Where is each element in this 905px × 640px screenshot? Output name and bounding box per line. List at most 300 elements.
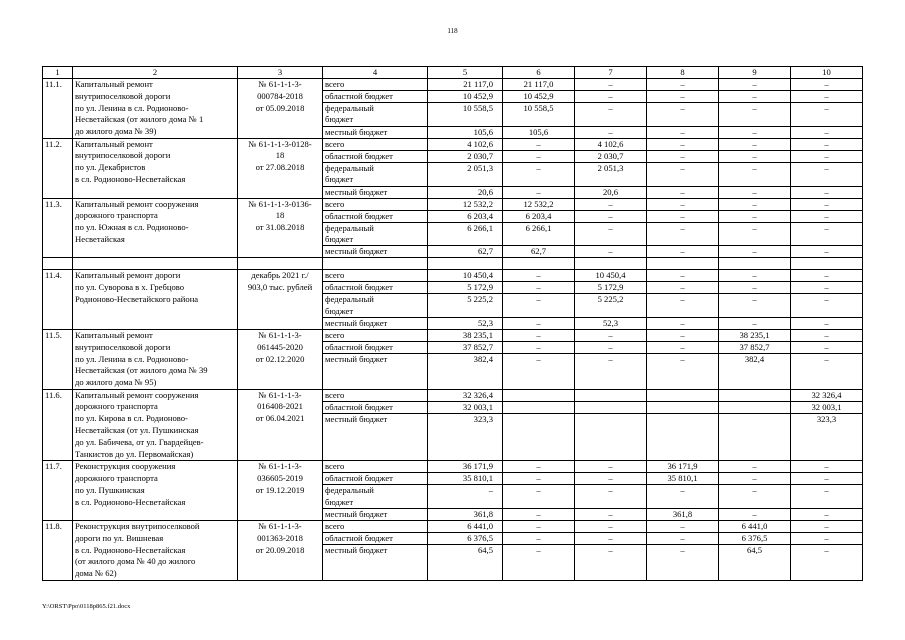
table-cell-col7: – — [575, 521, 647, 533]
table-cell-col1 — [43, 318, 73, 330]
table-cell-col7 — [575, 425, 647, 437]
table-cell-col6 — [503, 174, 575, 186]
table-cell-col2: внутрипоселковой дороги — [73, 150, 238, 162]
table-cell-col5 — [428, 449, 503, 461]
table-cell-col6: 6 203,4 — [503, 210, 575, 222]
table-cell-col10 — [791, 425, 863, 437]
table-cell-col1 — [43, 246, 73, 258]
table-cell-col8: – — [647, 521, 719, 533]
table-row — [43, 568, 863, 580]
table-cell-col6: – — [503, 509, 575, 521]
table-cell-col1 — [43, 234, 73, 246]
table-cell-col4: федеральный — [323, 103, 428, 115]
table-cell-col2 — [73, 186, 238, 198]
table-cell-col4: бюджет — [323, 114, 428, 126]
table-row — [43, 150, 863, 162]
table-cell-col8 — [647, 174, 719, 186]
table-cell-col8: – — [647, 485, 719, 497]
table-cell-col5 — [428, 568, 503, 580]
table-cell-col5 — [428, 425, 503, 437]
table-cell-col5: 35 810,1 — [428, 473, 503, 485]
table-cell-col7: – — [575, 342, 647, 354]
table-cell-col1 — [43, 91, 73, 103]
table-cell-col7: – — [575, 222, 647, 234]
table-cell-col4: областной бюджет — [323, 533, 428, 545]
table-cell-col9: – — [719, 150, 791, 162]
table-cell-col2: Капитальный ремонт — [73, 138, 238, 150]
table-row — [43, 533, 863, 545]
table-cell-col6 — [503, 377, 575, 389]
table-cell-col8: 36 171,9 — [647, 461, 719, 473]
table-cell-col7: – — [575, 473, 647, 485]
table-cell-col4: федеральный — [323, 162, 428, 174]
table-cell-col3 — [238, 509, 323, 521]
table-cell-col4: местный бюджет — [323, 186, 428, 198]
table-cell-col8: – — [647, 198, 719, 210]
table-cell-col2: до жилого дома № 95) — [73, 377, 238, 389]
header-cell: 5 — [428, 67, 503, 79]
table-cell-col7: 2 030,7 — [575, 150, 647, 162]
table-cell-col8: – — [647, 138, 719, 150]
table-cell-col4: всего — [323, 330, 428, 342]
table-row — [43, 162, 863, 174]
table-cell-col1 — [43, 354, 73, 366]
table-row — [43, 365, 863, 377]
table-cell-col9: – — [719, 461, 791, 473]
table-cell-col1: 11.8. — [43, 521, 73, 533]
table-cell-col5 — [428, 497, 503, 509]
table-cell-col9 — [719, 114, 791, 126]
table-cell-col7: – — [575, 545, 647, 557]
table-cell-col9 — [719, 377, 791, 389]
table-cell-col9: – — [719, 485, 791, 497]
header-cell: 4 — [323, 67, 428, 79]
table-cell-col8 — [647, 556, 719, 568]
table-cell-col1 — [43, 556, 73, 568]
table-cell-col2: дорожного транспорта — [73, 473, 238, 485]
table-cell-col2: по ул. Ленина в сл. Родионово- — [73, 354, 238, 366]
table-cell-col6 — [503, 114, 575, 126]
table-cell-col6 — [503, 497, 575, 509]
table-cell-col8: – — [647, 294, 719, 306]
table-cell-col6 — [503, 413, 575, 425]
table-cell-col5 — [428, 377, 503, 389]
table-cell-col8: – — [647, 103, 719, 115]
table-cell-col2 — [73, 246, 238, 258]
table-cell-col1 — [43, 174, 73, 186]
table-cell-col2: в сл. Родионово-Несветайская — [73, 174, 238, 186]
table-cell-col2: в сл. Родионово-Несветайская — [73, 497, 238, 509]
table-cell-col2: по ул. Южная в сл. Родионово- — [73, 222, 238, 234]
table-row — [43, 79, 863, 91]
table-cell-col6 — [503, 306, 575, 318]
table-cell-col3: от 02.12.2020 — [238, 354, 323, 366]
table-cell-col2: в сл. Родионово-Несветайская — [73, 545, 238, 557]
table-cell-col9 — [719, 401, 791, 413]
table-cell-col3 — [238, 186, 323, 198]
table-cell-col2: внутрипоселковой дороги — [73, 91, 238, 103]
table-cell-col3: от 27.08.2018 — [238, 162, 323, 174]
table-cell-col1: 11.1. — [43, 79, 73, 91]
table-cell-col8 — [647, 389, 719, 401]
table-cell-col8: – — [647, 270, 719, 282]
table-cell-col10: – — [791, 162, 863, 174]
table-cell-col1 — [43, 114, 73, 126]
table-cell-col1: 11.2. — [43, 138, 73, 150]
table-cell-col10: – — [791, 354, 863, 366]
table-cell-col9 — [719, 234, 791, 246]
table-row — [43, 198, 863, 210]
table-cell-col5: 105,6 — [428, 126, 503, 138]
table-cell-col4 — [323, 365, 428, 377]
table-cell-col2 — [73, 318, 238, 330]
table-cell-col1 — [43, 342, 73, 354]
table-cell-col9: – — [719, 103, 791, 115]
table-cell-col4 — [323, 449, 428, 461]
header-cell: 9 — [719, 67, 791, 79]
table-cell-col8: – — [647, 222, 719, 234]
table-cell-col2: Реконструкция сооружения — [73, 461, 238, 473]
table-cell-col8 — [647, 449, 719, 461]
table-cell-col4: областной бюджет — [323, 473, 428, 485]
table-cell-col6: – — [503, 354, 575, 366]
table-cell-col3 — [238, 246, 323, 258]
table-cell-col2: Капитальный ремонт — [73, 79, 238, 91]
table-cell-col2: по ул. Пушкинская — [73, 485, 238, 497]
table-cell-col6 — [503, 449, 575, 461]
table-cell-col4: всего — [323, 198, 428, 210]
table-cell-col10 — [791, 258, 863, 270]
table-cell-col10: – — [791, 330, 863, 342]
table-cell-col10: – — [791, 461, 863, 473]
table-row — [43, 389, 863, 401]
table-cell-col4: местный бюджет — [323, 509, 428, 521]
table-cell-col10 — [791, 437, 863, 449]
table-cell-col7 — [575, 413, 647, 425]
table-cell-col5: 10 452,9 — [428, 91, 503, 103]
table-cell-col10: – — [791, 485, 863, 497]
table-cell-col5: 64,5 — [428, 545, 503, 557]
table-cell-col4: местный бюджет — [323, 413, 428, 425]
table-cell-col7: 10 450,4 — [575, 270, 647, 282]
table-cell-col9: 38 235,1 — [719, 330, 791, 342]
table-cell-col8: – — [647, 342, 719, 354]
table-cell-col10: 32 003,1 — [791, 401, 863, 413]
table-cell-col6: – — [503, 521, 575, 533]
table-cell-col7: – — [575, 354, 647, 366]
table-cell-col7 — [575, 365, 647, 377]
table-cell-col2: Несветайская (от жилого дома № 1 — [73, 114, 238, 126]
table-row — [43, 473, 863, 485]
header-row — [43, 67, 863, 79]
table-row — [43, 330, 863, 342]
table-cell-col9 — [719, 306, 791, 318]
table-cell-col10: – — [791, 270, 863, 282]
table-cell-col8 — [647, 425, 719, 437]
table-cell-col3 — [238, 425, 323, 437]
table-cell-col6 — [503, 401, 575, 413]
table-cell-col1 — [43, 365, 73, 377]
table-cell-col8 — [647, 234, 719, 246]
table-cell-col8: – — [647, 126, 719, 138]
table-row — [43, 497, 863, 509]
table-cell-col6 — [503, 365, 575, 377]
table-cell-col1: 11.7. — [43, 461, 73, 473]
table-cell-col9: 37 852,7 — [719, 342, 791, 354]
table-cell-col9: – — [719, 246, 791, 258]
table-cell-col5: 37 852,7 — [428, 342, 503, 354]
table-cell-col9: – — [719, 473, 791, 485]
table-cell-col3: декабрь 2021 г./ — [238, 270, 323, 282]
table-cell-col2: по ул. Ленина в сл. Родионово- — [73, 103, 238, 115]
table-cell-col6 — [503, 234, 575, 246]
table-cell-col7: 4 102,6 — [575, 138, 647, 150]
table-cell-col10 — [791, 497, 863, 509]
table-cell-col5: 5 225,2 — [428, 294, 503, 306]
table-row — [43, 91, 863, 103]
table-cell-col1 — [43, 485, 73, 497]
table-cell-col9 — [719, 556, 791, 568]
table-cell-col8: – — [647, 162, 719, 174]
table-cell-col6: – — [503, 545, 575, 557]
table-row — [43, 342, 863, 354]
table-cell-col10: – — [791, 79, 863, 91]
table-cell-col3: 061445-2020 — [238, 342, 323, 354]
table-cell-col3: 000784-2018 — [238, 91, 323, 103]
table-cell-col1 — [43, 497, 73, 509]
table-cell-col1 — [43, 150, 73, 162]
table-row — [43, 556, 863, 568]
table-cell-col7 — [575, 497, 647, 509]
table-cell-col4: федеральный — [323, 485, 428, 497]
table-row — [43, 545, 863, 557]
table-cell-col5: 2 051,3 — [428, 162, 503, 174]
table-cell-col4 — [323, 425, 428, 437]
table-cell-col8 — [647, 568, 719, 580]
table-cell-col3 — [238, 234, 323, 246]
table-cell-col4 — [323, 437, 428, 449]
table-cell-col4: бюджет — [323, 306, 428, 318]
table-cell-col5: 5 172,9 — [428, 282, 503, 294]
table-cell-col3 — [238, 437, 323, 449]
table-cell-col4: областной бюджет — [323, 342, 428, 354]
table-cell-col3 — [238, 568, 323, 580]
table-cell-col4 — [323, 568, 428, 580]
table-cell-col1 — [43, 437, 73, 449]
table-cell-col10: – — [791, 246, 863, 258]
table-cell-col7: – — [575, 330, 647, 342]
table-cell-col1 — [43, 210, 73, 222]
table-cell-col2: Капитальный ремонт — [73, 330, 238, 342]
table-cell-col9: 6 441,0 — [719, 521, 791, 533]
table-cell-col2: Танкистов до ул. Первомайская) — [73, 449, 238, 461]
table-cell-col5: 32 003,1 — [428, 401, 503, 413]
table-cell-col9: – — [719, 509, 791, 521]
table-row — [43, 425, 863, 437]
table-cell-col7: – — [575, 533, 647, 545]
table-cell-col9 — [719, 497, 791, 509]
table-body — [43, 79, 863, 581]
table-cell-col9: 6 376,5 — [719, 533, 791, 545]
table-cell-col7 — [575, 114, 647, 126]
table-cell-col5: 12 532,2 — [428, 198, 503, 210]
table-cell-col3 — [238, 377, 323, 389]
table-cell-col5: 52,3 — [428, 318, 503, 330]
table-cell-col9: – — [719, 186, 791, 198]
table-cell-col1 — [43, 186, 73, 198]
table-cell-col8: – — [647, 545, 719, 557]
table-cell-col1: 11.6. — [43, 389, 73, 401]
table-cell-col9: – — [719, 210, 791, 222]
table-cell-col9 — [719, 425, 791, 437]
table-cell-col2: по ул. Кирова в сл. Родионово- — [73, 413, 238, 425]
table-cell-col7: – — [575, 246, 647, 258]
table-cell-col5: 21 117,0 — [428, 79, 503, 91]
table-row — [43, 354, 863, 366]
table-cell-col2: по ул. Суворова в х. Гребцово — [73, 282, 238, 294]
table-cell-col2: дома № 62) — [73, 568, 238, 580]
table-cell-col10: – — [791, 521, 863, 533]
table-cell-col6: – — [503, 318, 575, 330]
table-cell-col1 — [43, 533, 73, 545]
table-cell-col9: – — [719, 91, 791, 103]
table-cell-col5: 10 450,4 — [428, 270, 503, 282]
table-cell-col2: Капитальный ремонт дороги — [73, 270, 238, 282]
table-cell-col3: № 61-1-1-3-0136- — [238, 198, 323, 210]
table-cell-col8 — [647, 437, 719, 449]
table-cell-col2 — [73, 258, 238, 270]
table-cell-col10: – — [791, 509, 863, 521]
table-cell-col1: 11.3. — [43, 198, 73, 210]
table-cell-col9 — [719, 437, 791, 449]
table-cell-col8: – — [647, 186, 719, 198]
table-cell-col1 — [43, 162, 73, 174]
table-cell-col3 — [238, 449, 323, 461]
table-cell-col6: – — [503, 473, 575, 485]
table-cell-col10 — [791, 556, 863, 568]
table-cell-col8 — [647, 114, 719, 126]
table-cell-col5 — [428, 114, 503, 126]
table-cell-col3: от 31.08.2018 — [238, 222, 323, 234]
table-cell-col1 — [43, 509, 73, 521]
table-cell-col8: 361,8 — [647, 509, 719, 521]
table-cell-col4: федеральный — [323, 294, 428, 306]
table-cell-col5 — [428, 258, 503, 270]
table-cell-col10: – — [791, 545, 863, 557]
table-cell-col7 — [575, 174, 647, 186]
table-cell-col9 — [719, 568, 791, 580]
table-cell-col3 — [238, 114, 323, 126]
table-cell-col6: 105,6 — [503, 126, 575, 138]
table-cell-col2: Несветайская — [73, 234, 238, 246]
header-cell: 2 — [73, 67, 238, 79]
table-cell-col3 — [238, 294, 323, 306]
table-cell-col3 — [238, 306, 323, 318]
table-cell-col6: 12 532,2 — [503, 198, 575, 210]
table-cell-col4: бюджет — [323, 497, 428, 509]
table-cell-col6 — [503, 437, 575, 449]
table-cell-col5: 6 441,0 — [428, 521, 503, 533]
table-cell-col10: – — [791, 103, 863, 115]
table-cell-col7 — [575, 568, 647, 580]
table-cell-col6: – — [503, 461, 575, 473]
table-cell-col5: 323,3 — [428, 413, 503, 425]
table-cell-col8 — [647, 413, 719, 425]
table-cell-col3: 016408-2021 — [238, 401, 323, 413]
table-cell-col3 — [238, 126, 323, 138]
table-cell-col2: Капитальный ремонт сооружения — [73, 389, 238, 401]
table-cell-col2: до ул. Бабичева, от ул. Гвардейцев- — [73, 437, 238, 449]
table-cell-col1 — [43, 473, 73, 485]
table-cell-col1 — [43, 306, 73, 318]
table-cell-col8: – — [647, 246, 719, 258]
table-cell-col2: Капитальный ремонт сооружения — [73, 198, 238, 210]
table-cell-col4: местный бюджет — [323, 354, 428, 366]
table-cell-col2: дорожного транспорта — [73, 210, 238, 222]
table-cell-col10: – — [791, 342, 863, 354]
table-cell-col7: – — [575, 485, 647, 497]
table-cell-col9: – — [719, 282, 791, 294]
table-cell-col7 — [575, 449, 647, 461]
table-cell-col9: 64,5 — [719, 545, 791, 557]
table-cell-col3 — [238, 174, 323, 186]
table-cell-col1: 11.4. — [43, 270, 73, 282]
table-cell-col9: – — [719, 79, 791, 91]
table-cell-col8 — [647, 306, 719, 318]
table-cell-col6 — [503, 556, 575, 568]
table-cell-col10 — [791, 114, 863, 126]
table-cell-col1 — [43, 126, 73, 138]
table-cell-col7: – — [575, 79, 647, 91]
table-cell-col9: – — [719, 138, 791, 150]
table-cell-col1 — [43, 401, 73, 413]
table-cell-col7 — [575, 437, 647, 449]
table-row — [43, 413, 863, 425]
table-cell-col9: – — [719, 126, 791, 138]
table-cell-col5: 36 171,9 — [428, 461, 503, 473]
table-cell-col4: бюджет — [323, 234, 428, 246]
table-cell-col1 — [43, 413, 73, 425]
table-cell-col4: местный бюджет — [323, 545, 428, 557]
table-cell-col3: от 06.04.2021 — [238, 413, 323, 425]
table-cell-col6 — [503, 389, 575, 401]
table-cell-col8: – — [647, 318, 719, 330]
table-cell-col7 — [575, 258, 647, 270]
table-cell-col10: – — [791, 473, 863, 485]
table-cell-col7: – — [575, 198, 647, 210]
table-cell-col1 — [43, 449, 73, 461]
table-cell-col4: областной бюджет — [323, 282, 428, 294]
table-cell-col6: – — [503, 138, 575, 150]
table-cell-col2: до жилого дома № 39) — [73, 126, 238, 138]
table-cell-col2: дороги по ул. Вишневая — [73, 533, 238, 545]
table-cell-col8 — [647, 377, 719, 389]
table-cell-col6: 10 558,5 — [503, 103, 575, 115]
table-cell-col5: 361,8 — [428, 509, 503, 521]
table-cell-col6: – — [503, 150, 575, 162]
table-cell-col2: Несветайская (от жилого дома № 39 — [73, 365, 238, 377]
table-cell-col7 — [575, 389, 647, 401]
table-cell-col3: от 05.09.2018 — [238, 103, 323, 115]
table-cell-col10 — [791, 365, 863, 377]
table-cell-col1 — [43, 282, 73, 294]
table-cell-col7: – — [575, 91, 647, 103]
table-cell-col3 — [238, 556, 323, 568]
table-cell-col10: – — [791, 186, 863, 198]
table-cell-col4: областной бюджет — [323, 150, 428, 162]
table-cell-col6: 62,7 — [503, 246, 575, 258]
table-cell-col2: (от жилого дома № 40 до жилого — [73, 556, 238, 568]
